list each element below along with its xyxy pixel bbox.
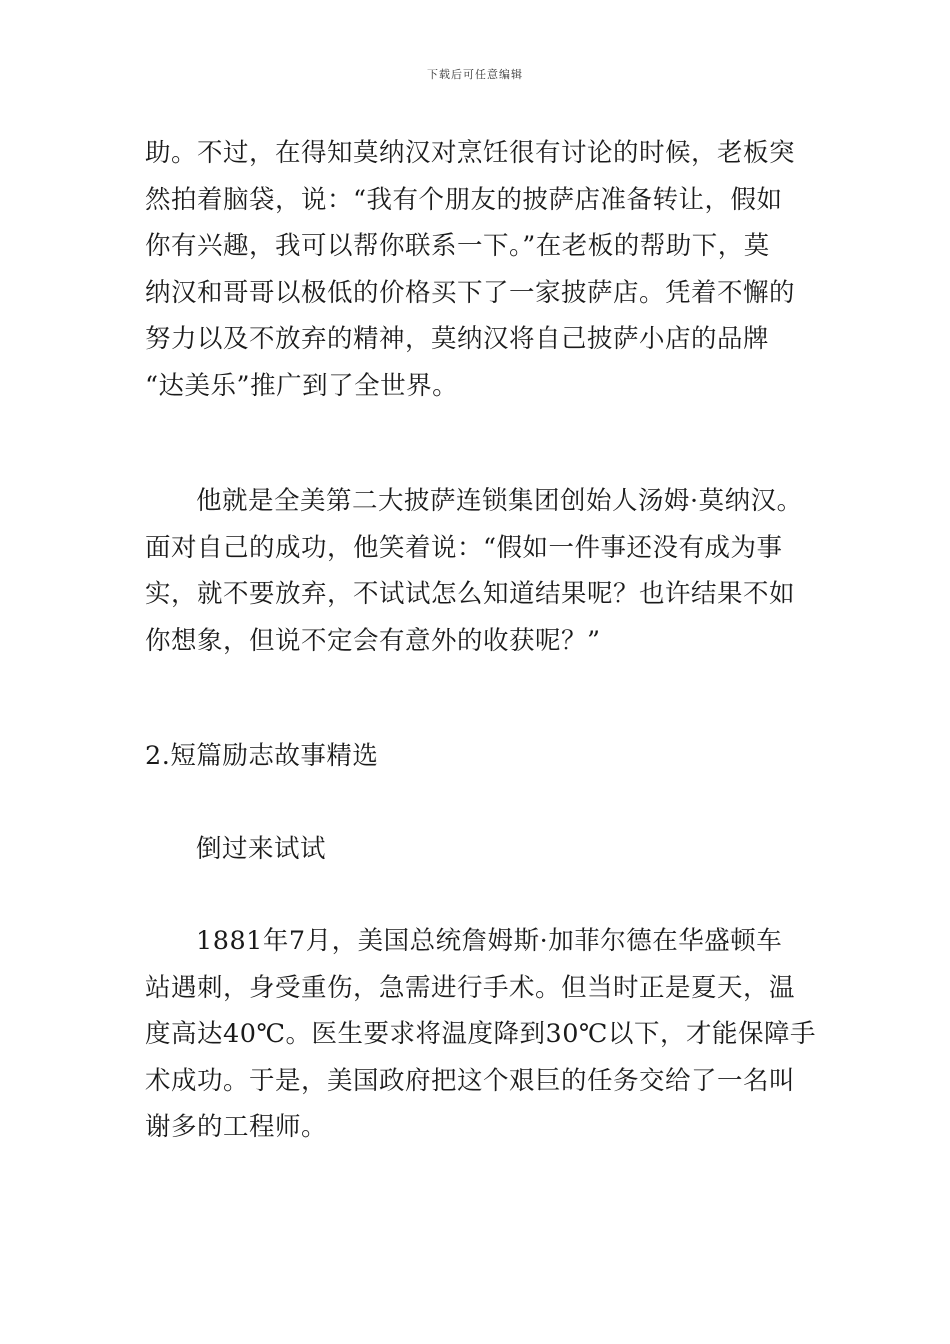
paragraph-story-continuation xyxy=(145,130,825,409)
text-line: 1881年7月，美国总统詹姆斯·加菲尔德在华盛顿车 xyxy=(196,926,783,956)
text-line: “达美乐”推广到了全世界。 xyxy=(145,370,459,401)
text-line: 你想象，但说不定会有意外的收获呢？” xyxy=(145,625,601,656)
text-line: 然拍着脑袋，说：“我有个朋友的披萨店准备转让，假如 xyxy=(145,184,783,215)
section-heading-text: 2.短篇励志故事精选 xyxy=(145,741,379,771)
text-line: 你有兴趣，我可以帮你联系一下。”在老板的帮助下，莫 xyxy=(145,231,770,261)
text-line: 面对自己的成功，他笑着说：“假如一件事还没有成为事 xyxy=(145,532,783,563)
text-line: 纳汉和哥哥以极低的价格买下了一家披萨店。凭着不懈的 xyxy=(145,277,796,308)
text-line: 术成功。于是，美国政府把这个艰巨的任务交给了一名叫 xyxy=(145,1065,796,1096)
section-heading xyxy=(145,733,825,780)
text-line: 实，就不要放弃，不试试怎么知道结果呢？也许结果不如 xyxy=(145,579,796,609)
paragraph-story-body xyxy=(145,918,825,1151)
text-line: 站遇刺，身受重伤，急需进行手术。但当时正是夏天，温 xyxy=(145,972,796,1003)
text-line: 他就是全美第二大披萨连锁集团创始人汤姆·莫纳汉。 xyxy=(196,486,803,516)
page-header: 下载后可任意编辑 xyxy=(427,68,523,81)
text-line: 度高达40℃。医生要求将温度降到30℃以下，才能保障手 xyxy=(145,1019,816,1049)
text-line: 努力以及不放弃的精神，莫纳汉将自己披萨小店的品牌 xyxy=(145,324,770,354)
text-line: 助。不过，在得知莫纳汉对烹饪很有讨论的时候，老板突 xyxy=(145,138,796,168)
text-line: 谢多的工程师。 xyxy=(145,1112,328,1142)
paragraph-founder-quote xyxy=(145,478,825,664)
story-title xyxy=(145,826,825,873)
story-title-text: 倒过来试试 xyxy=(196,834,327,864)
